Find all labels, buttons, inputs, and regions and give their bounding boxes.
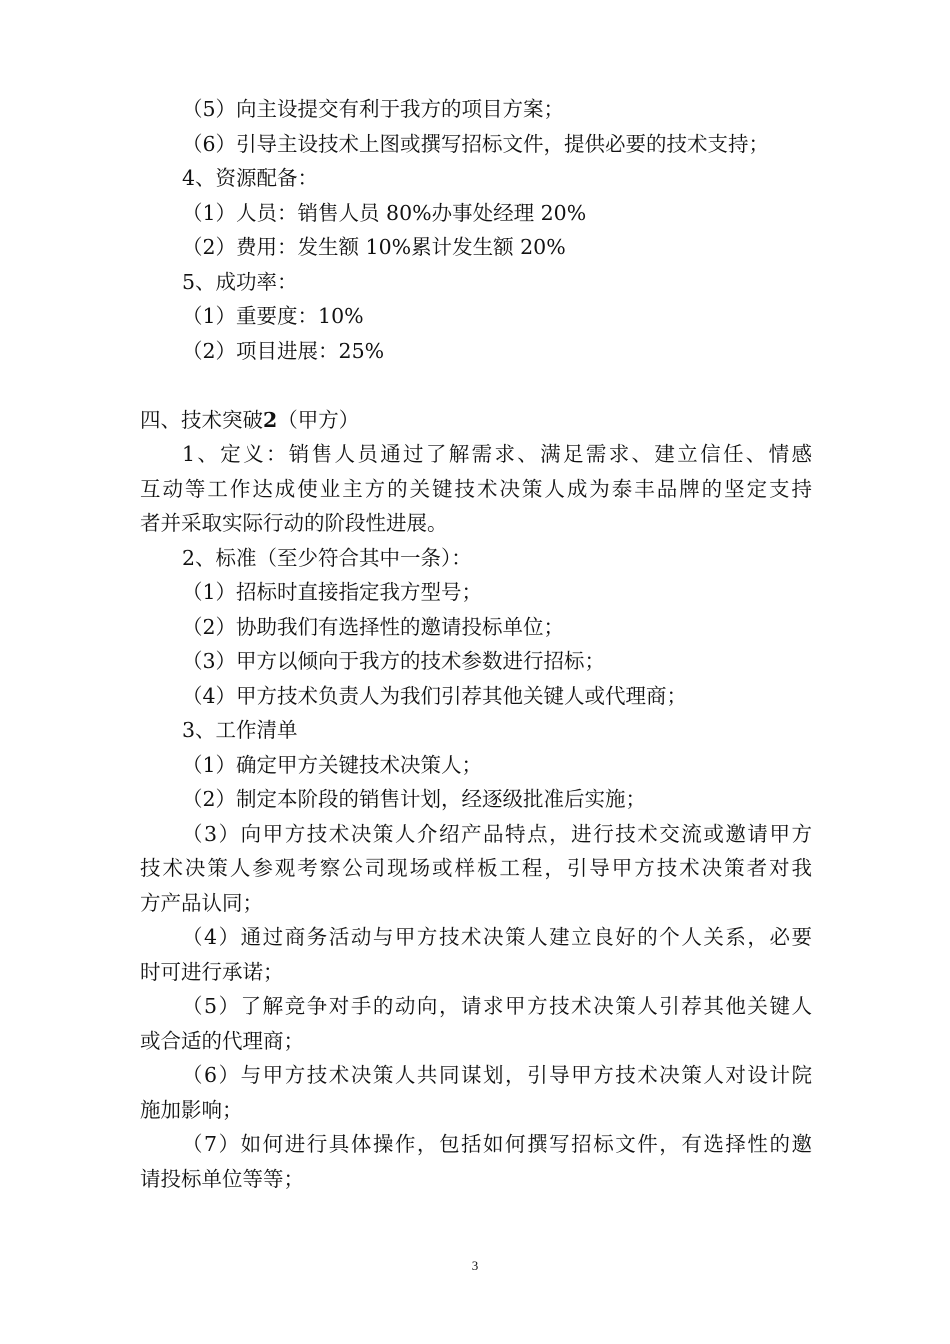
list-item: （1）确定甲方关键技术决策人； [182, 752, 483, 777]
section-heading: 2、标准（至少符合其中一条）： [182, 545, 472, 570]
paragraph-line: 者并采取实际行动的阶段性进展。 [140, 511, 448, 535]
list-item: （2）费用：发生额 10%累计发生额 20% [182, 235, 566, 259]
list-item: （5）向主设提交有利于我方的项目方案； [182, 97, 565, 121]
list-item: （5）了解竞争对手的动向，请求甲方技术决策人引荐其他关键人 [182, 994, 812, 1018]
section-heading: 3、工作清单 [182, 718, 298, 742]
list-item-continuation: 请投标单位等等； [140, 1166, 304, 1191]
list-item: （1）招标时直接指定我方型号； [182, 580, 483, 604]
list-item: （4）甲方技术负责人为我们引荐其他关键人或代理商； [182, 683, 688, 708]
paragraph-line: 互动等工作达成使业主方的关键技术决策人成为泰丰品牌的坚定支持 [140, 476, 812, 501]
list-item-continuation: 施加影响； [140, 1097, 243, 1122]
list-item: （2）制定本阶段的销售计划，经逐级批准后实施； [182, 787, 647, 811]
list-item: （1）重要度：10% [182, 304, 364, 328]
list-item: （6）引导主设技术上图或撰写招标文件，提供必要的技术支持； [182, 131, 770, 156]
section-heading: 5、成功率： [182, 269, 298, 294]
document-body [140, 92, 812, 1196]
list-item: （4）通过商务活动与甲方技术决策人建立良好的个人关系，必要 [182, 925, 812, 949]
chapter-heading-number: 2 [263, 407, 278, 432]
section-heading: 4、资源配备： [182, 166, 319, 190]
list-item-continuation: 技术决策人参观考察公司现场或样板工程，引导甲方技术决策者对我 [140, 856, 812, 880]
page-number: 3 [471, 1258, 479, 1273]
list-item: （6）与甲方技术决策人共同谋划，引导甲方技术决策人对设计院 [182, 1063, 812, 1087]
list-item: （3）向甲方技术决策人介绍产品特点，进行技术交流或邀请甲方 [182, 821, 812, 846]
chapter-heading [140, 403, 812, 438]
list-item: （2）协助我们有选择性的邀请投标单位； [182, 614, 565, 639]
blank-line [140, 368, 812, 403]
list-item: （7）如何进行具体操作，包括如何撰写招标文件，有选择性的邀 [182, 1132, 812, 1156]
list-item-continuation: 时可进行承诺； [140, 959, 284, 984]
paragraph-line: 1、定义：销售人员通过了解需求、满足需求、建立信任、情感 [182, 442, 812, 466]
chapter-heading-suffix: （甲方） [277, 407, 360, 432]
list-item-continuation: 或合适的代理商； [140, 1028, 304, 1053]
list-item-continuation: 方产品认同； [140, 890, 263, 915]
list-item: （2）项目进展：25% [182, 338, 385, 363]
list-item: （1）人员：销售人员 80%办事处经理 20% [182, 200, 587, 225]
list-item: （3）甲方以倾向于我方的技术参数进行招标； [182, 649, 606, 673]
chapter-heading-text: 四、技术突破 [140, 407, 263, 432]
